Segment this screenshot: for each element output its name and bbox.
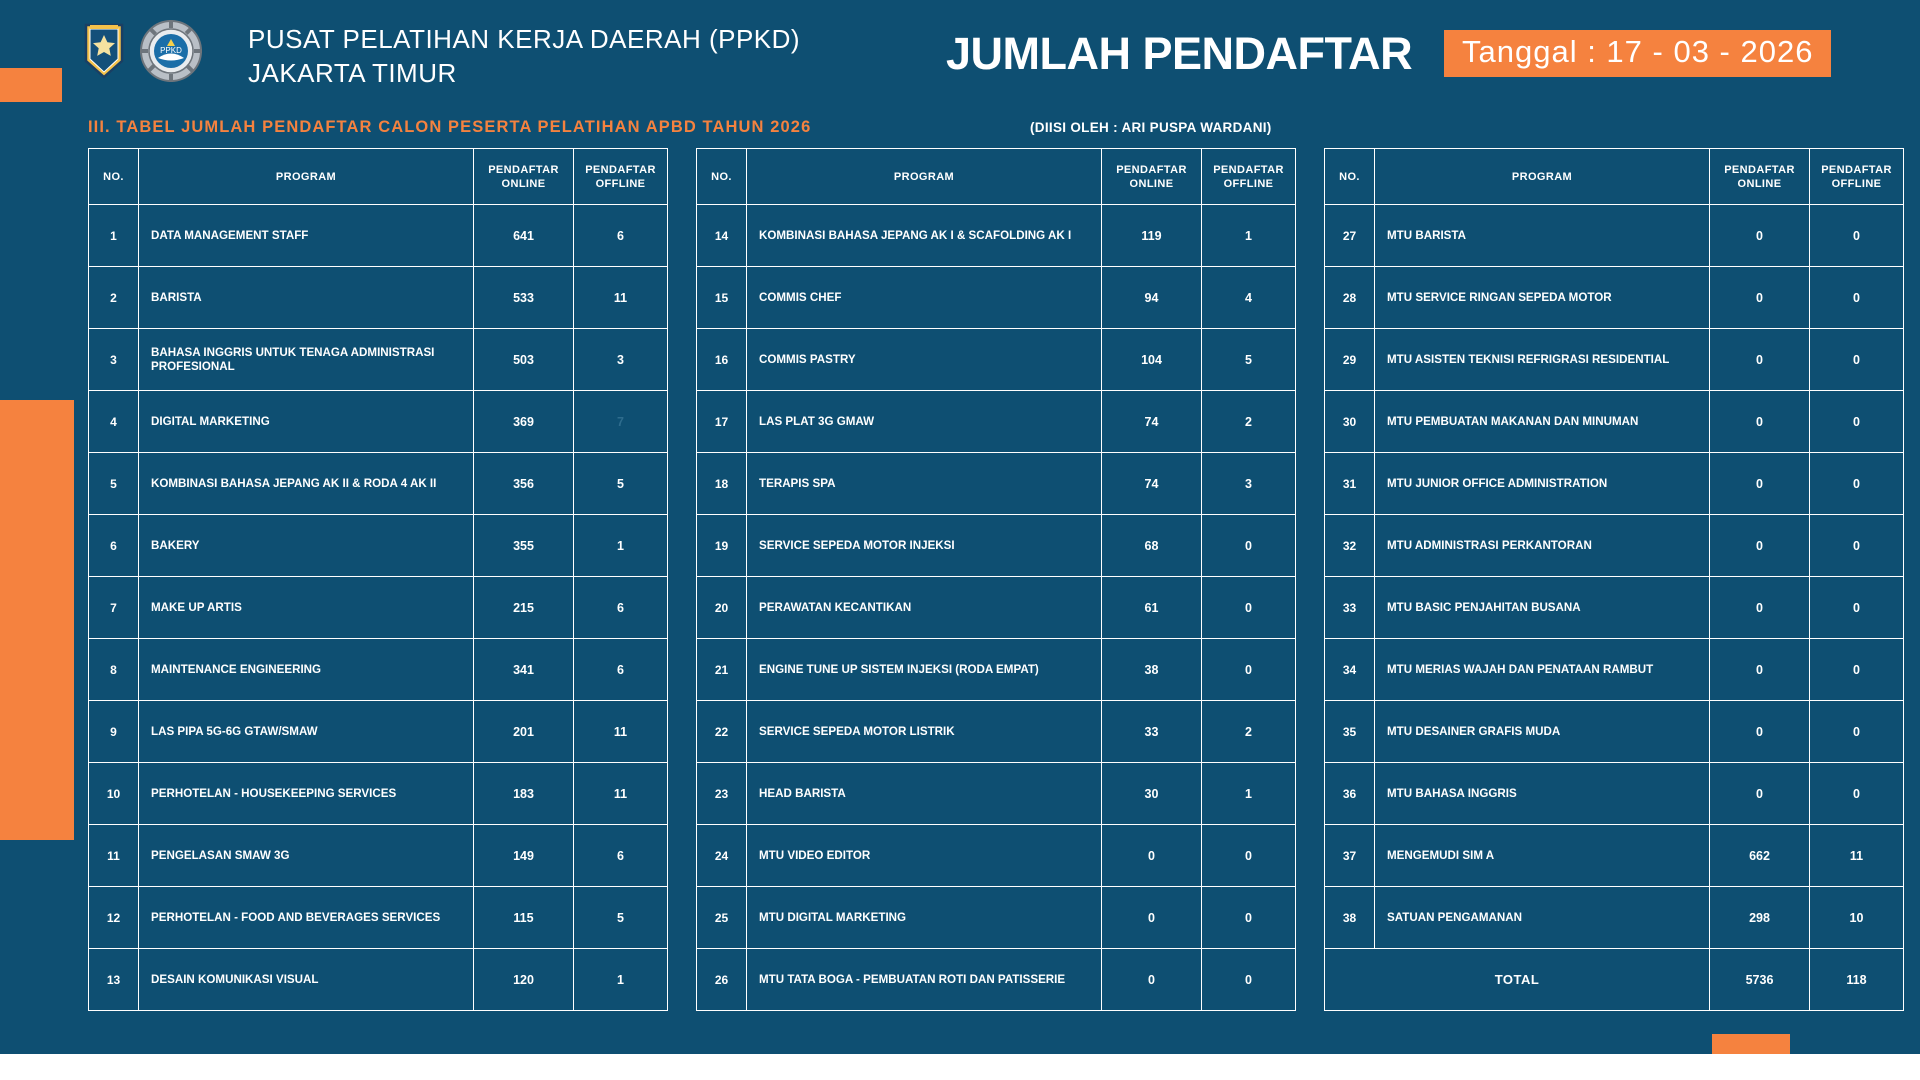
row-offline: 0 [1810,267,1904,329]
row-no: 22 [697,701,747,763]
row-program: MAKE UP ARTIS [139,577,474,639]
row-program: MTU ADMINISTRASI PERKANTORAN [1375,515,1710,577]
section-note: (DIISI OLEH : ARI PUSPA WARDANI) [1030,120,1272,135]
row-program: COMMIS CHEF [747,267,1102,329]
table-row [697,701,1296,763]
col-no: NO. [89,149,139,205]
row-online: 0 [1710,267,1810,329]
row-no: 10 [89,763,139,825]
row-program: BAKERY [139,515,474,577]
row-no: 2 [89,267,139,329]
row-program: PENGELASAN SMAW 3G [139,825,474,887]
col-offline-line1: PENDAFTAR [1821,163,1892,176]
table-row [697,205,1296,267]
row-program: MTU JUNIOR OFFICE ADMINISTRATION [1375,453,1710,515]
row-no: 11 [89,825,139,887]
row-online: 94 [1102,267,1202,329]
table-header-row [697,149,1296,205]
table-row [1325,887,1904,949]
row-no: 36 [1325,763,1375,825]
row-offline: 0 [1202,949,1296,1011]
col-offline [1810,149,1904,205]
row-offline: 4 [1202,267,1296,329]
row-no: 27 [1325,205,1375,267]
row-offline: 0 [1202,577,1296,639]
row-online: 0 [1710,577,1810,639]
row-online: 149 [474,825,574,887]
col-offline [1202,149,1296,205]
row-offline: 11 [574,267,668,329]
tables-container [88,148,1904,1011]
row-online: 115 [474,887,574,949]
row-no: 35 [1325,701,1375,763]
row-no: 38 [1325,887,1375,949]
row-offline: 0 [1810,577,1904,639]
table-row [1325,825,1904,887]
row-offline: 0 [1810,329,1904,391]
row-offline: 3 [574,329,668,391]
row-offline: 1 [1202,763,1296,825]
col-program: PROGRAM [747,149,1102,205]
table-row [697,391,1296,453]
row-program: LAS PIPA 5G-6G GTAW/SMAW [139,701,474,763]
row-online: 0 [1710,205,1810,267]
row-online: 0 [1710,329,1810,391]
organization-title-line2: JAKARTA TIMUR [248,58,457,88]
row-program: MENGEMUDI SIM A [1375,825,1710,887]
row-offline: 1 [1202,205,1296,267]
row-offline: 5 [574,453,668,515]
row-online: 641 [474,205,574,267]
row-no: 28 [1325,267,1375,329]
row-no: 32 [1325,515,1375,577]
col-online-line1: PENDAFTAR [1116,163,1187,176]
col-offline-line2: OFFLINE [595,177,646,190]
col-online [1102,149,1202,205]
row-program: HEAD BARISTA [747,763,1102,825]
row-program: MTU BARISTA [1375,205,1710,267]
table-total-row [1325,949,1904,1011]
footer-strip [0,1054,1920,1080]
col-offline-line2: OFFLINE [1223,177,1274,190]
col-online-line2: ONLINE [1737,177,1782,190]
table-row [697,453,1296,515]
table-row [697,763,1296,825]
table-row [697,267,1296,329]
row-program: MTU DESAINER GRAFIS MUDA [1375,701,1710,763]
organization-title-line1: PUSAT PELATIHAN KERJA DAERAH (PPKD) [248,24,801,54]
table-row [1325,577,1904,639]
row-program: COMMIS PASTRY [747,329,1102,391]
table-row [89,453,668,515]
row-online: 0 [1710,763,1810,825]
ppkd-logo-icon [140,20,202,82]
table-row [89,391,668,453]
table-row [697,515,1296,577]
row-offline: 11 [574,763,668,825]
table-row [89,887,668,949]
logo-group [82,20,202,82]
table-row [89,825,668,887]
row-program: DESAIN KOMUNIKASI VISUAL [139,949,474,1011]
row-offline: 6 [574,205,668,267]
table-header-row [1325,149,1904,205]
row-no: 30 [1325,391,1375,453]
table-row [1325,639,1904,701]
row-offline: 0 [1810,639,1904,701]
row-program: BARISTA [139,267,474,329]
row-no: 4 [89,391,139,453]
row-offline: 5 [574,887,668,949]
table-row [89,639,668,701]
row-program: TERAPIS SPA [747,453,1102,515]
row-program: DIGITAL MARKETING [139,391,474,453]
col-no: NO. [1325,149,1375,205]
row-online: 119 [1102,205,1202,267]
col-offline-line1: PENDAFTAR [585,163,656,176]
row-online: 0 [1710,453,1810,515]
row-program: SATUAN PENGAMANAN [1375,887,1710,949]
total-label: TOTAL [1325,949,1710,1011]
table-row [1325,701,1904,763]
row-online: 61 [1102,577,1202,639]
row-offline: 10 [1810,887,1904,949]
page-title: JUMLAH PENDAFTAR [946,28,1413,79]
row-online: 0 [1710,391,1810,453]
row-no: 34 [1325,639,1375,701]
row-online: 33 [1102,701,1202,763]
row-program: MTU TATA BOGA - PEMBUATAN ROTI DAN PATISSERIE [747,949,1102,1011]
table-header-row [89,149,668,205]
table-row [697,329,1296,391]
row-no: 21 [697,639,747,701]
col-online-line2: ONLINE [1129,177,1174,190]
row-online: 341 [474,639,574,701]
row-no: 17 [697,391,747,453]
row-no: 7 [89,577,139,639]
row-offline: 0 [1202,825,1296,887]
col-program: PROGRAM [1375,149,1710,205]
row-no: 25 [697,887,747,949]
row-online: 30 [1102,763,1202,825]
row-program: DATA MANAGEMENT STAFF [139,205,474,267]
table-row [697,887,1296,949]
row-offline: 1 [574,949,668,1011]
row-program: MTU DIGITAL MARKETING [747,887,1102,949]
table-row [1325,205,1904,267]
row-online: 355 [474,515,574,577]
table-row [89,329,668,391]
row-program: MTU MERIAS WAJAH DAN PENATAAN RAMBUT [1375,639,1710,701]
row-online: 503 [474,329,574,391]
row-program: LAS PLAT 3G GMAW [747,391,1102,453]
row-online: 104 [1102,329,1202,391]
row-offline: 11 [1810,825,1904,887]
col-offline [574,149,668,205]
total-offline: 118 [1810,949,1904,1011]
row-no: 31 [1325,453,1375,515]
table-2-body [697,205,1296,1011]
registrants-table-3 [1324,148,1904,1011]
table-row [89,515,668,577]
row-online: 0 [1102,887,1202,949]
row-no: 26 [697,949,747,1011]
row-online: 0 [1710,639,1810,701]
registrants-table-1 [88,148,668,1011]
date-badge: Tanggal : 17 - 03 - 2026 [1444,30,1831,77]
row-offline: 2 [1202,391,1296,453]
table-1-body [89,205,668,1011]
row-online: 38 [1102,639,1202,701]
decorative-bar-left [0,400,74,840]
row-online: 74 [1102,391,1202,453]
row-no: 19 [697,515,747,577]
col-online-line1: PENDAFTAR [488,163,559,176]
row-no: 1 [89,205,139,267]
row-online: 369 [474,391,574,453]
row-offline: 5 [1202,329,1296,391]
row-offline: 3 [1202,453,1296,515]
row-program: KOMBINASI BAHASA JEPANG AK I & SCAFOLDING AK I [747,205,1102,267]
table-row [89,763,668,825]
row-online: 0 [1710,515,1810,577]
row-program: MTU ASISTEN TEKNISI REFRIGRASI RESIDENTIAL [1375,329,1710,391]
row-no: 6 [89,515,139,577]
table-row [89,701,668,763]
row-no: 5 [89,453,139,515]
row-program: MTU VIDEO EDITOR [747,825,1102,887]
row-online: 298 [1710,887,1810,949]
row-no: 12 [89,887,139,949]
row-no: 33 [1325,577,1375,639]
col-online [474,149,574,205]
row-online: 0 [1102,825,1202,887]
row-program: MTU PEMBUATAN MAKANAN DAN MINUMAN [1375,391,1710,453]
row-program: BAHASA INGGRIS UNTUK TENAGA ADMINISTRASI PROFESIONAL [139,329,474,391]
row-no: 20 [697,577,747,639]
row-online: 0 [1710,701,1810,763]
row-no: 16 [697,329,747,391]
row-program: MAINTENANCE ENGINEERING [139,639,474,701]
row-program: ENGINE TUNE UP SISTEM INJEKSI (RODA EMPAT) [747,639,1102,701]
row-offline: 0 [1202,515,1296,577]
row-online: 215 [474,577,574,639]
section-title: III. TABEL JUMLAH PENDAFTAR CALON PESERTA PELATIHAN APBD TAHUN 2026 [88,118,812,136]
row-offline: 0 [1810,391,1904,453]
row-offline: 1 [574,515,668,577]
col-online [1710,149,1810,205]
row-online: 201 [474,701,574,763]
table-row [1325,329,1904,391]
row-no: 3 [89,329,139,391]
table-row [1325,515,1904,577]
row-no: 29 [1325,329,1375,391]
col-offline-line2: OFFLINE [1831,177,1882,190]
table-row [697,639,1296,701]
table-row [1325,763,1904,825]
row-program: PERHOTELAN - HOUSEKEEPING SERVICES [139,763,474,825]
table-row [697,825,1296,887]
row-offline: 7 [574,391,668,453]
row-no: 8 [89,639,139,701]
row-program: MTU BAHASA INGGRIS [1375,763,1710,825]
row-offline: 0 [1810,515,1904,577]
page-header [0,0,1920,112]
col-no: NO. [697,149,747,205]
svg-text:PPKD: PPKD [160,46,182,55]
table-row [697,949,1296,1011]
row-offline: 0 [1202,887,1296,949]
row-no: 37 [1325,825,1375,887]
row-program: MTU SERVICE RINGAN SEPEDA MOTOR [1375,267,1710,329]
row-program: PERHOTELAN - FOOD AND BEVERAGES SERVICES [139,887,474,949]
row-online: 662 [1710,825,1810,887]
col-online-line1: PENDAFTAR [1724,163,1795,176]
col-program: PROGRAM [139,149,474,205]
row-offline: 0 [1810,205,1904,267]
row-program: SERVICE SEPEDA MOTOR LISTRIK [747,701,1102,763]
table-row [89,205,668,267]
row-no: 23 [697,763,747,825]
row-program: SERVICE SEPEDA MOTOR INJEKSI [747,515,1102,577]
row-offline: 6 [574,577,668,639]
row-program: PERAWATAN KECANTIKAN [747,577,1102,639]
row-online: 533 [474,267,574,329]
registrants-table-2 [696,148,1296,1011]
total-online: 5736 [1710,949,1810,1011]
table-row [1325,267,1904,329]
table-row [1325,391,1904,453]
table-row [89,949,668,1011]
row-offline: 0 [1810,763,1904,825]
row-no: 24 [697,825,747,887]
table-row [89,577,668,639]
row-offline: 6 [574,825,668,887]
row-no: 13 [89,949,139,1011]
row-online: 120 [474,949,574,1011]
organization-title [248,22,800,90]
table-row [89,267,668,329]
row-online: 183 [474,763,574,825]
row-offline: 0 [1810,701,1904,763]
row-offline: 0 [1810,453,1904,515]
row-online: 74 [1102,453,1202,515]
row-no: 14 [697,205,747,267]
col-offline-line1: PENDAFTAR [1213,163,1284,176]
row-online: 68 [1102,515,1202,577]
row-offline: 2 [1202,701,1296,763]
row-program: KOMBINASI BAHASA JEPANG AK II & RODA 4 AK II [139,453,474,515]
row-online: 356 [474,453,574,515]
dki-jakarta-emblem-icon [82,23,126,79]
row-program: MTU BASIC PENJAHITAN BUSANA [1375,577,1710,639]
row-no: 18 [697,453,747,515]
row-offline: 11 [574,701,668,763]
row-online: 0 [1102,949,1202,1011]
col-online-line2: ONLINE [501,177,546,190]
table-3-body [1325,205,1904,1011]
row-no: 15 [697,267,747,329]
row-no: 9 [89,701,139,763]
row-offline: 0 [1202,639,1296,701]
table-row [697,577,1296,639]
table-row [1325,453,1904,515]
row-offline: 6 [574,639,668,701]
